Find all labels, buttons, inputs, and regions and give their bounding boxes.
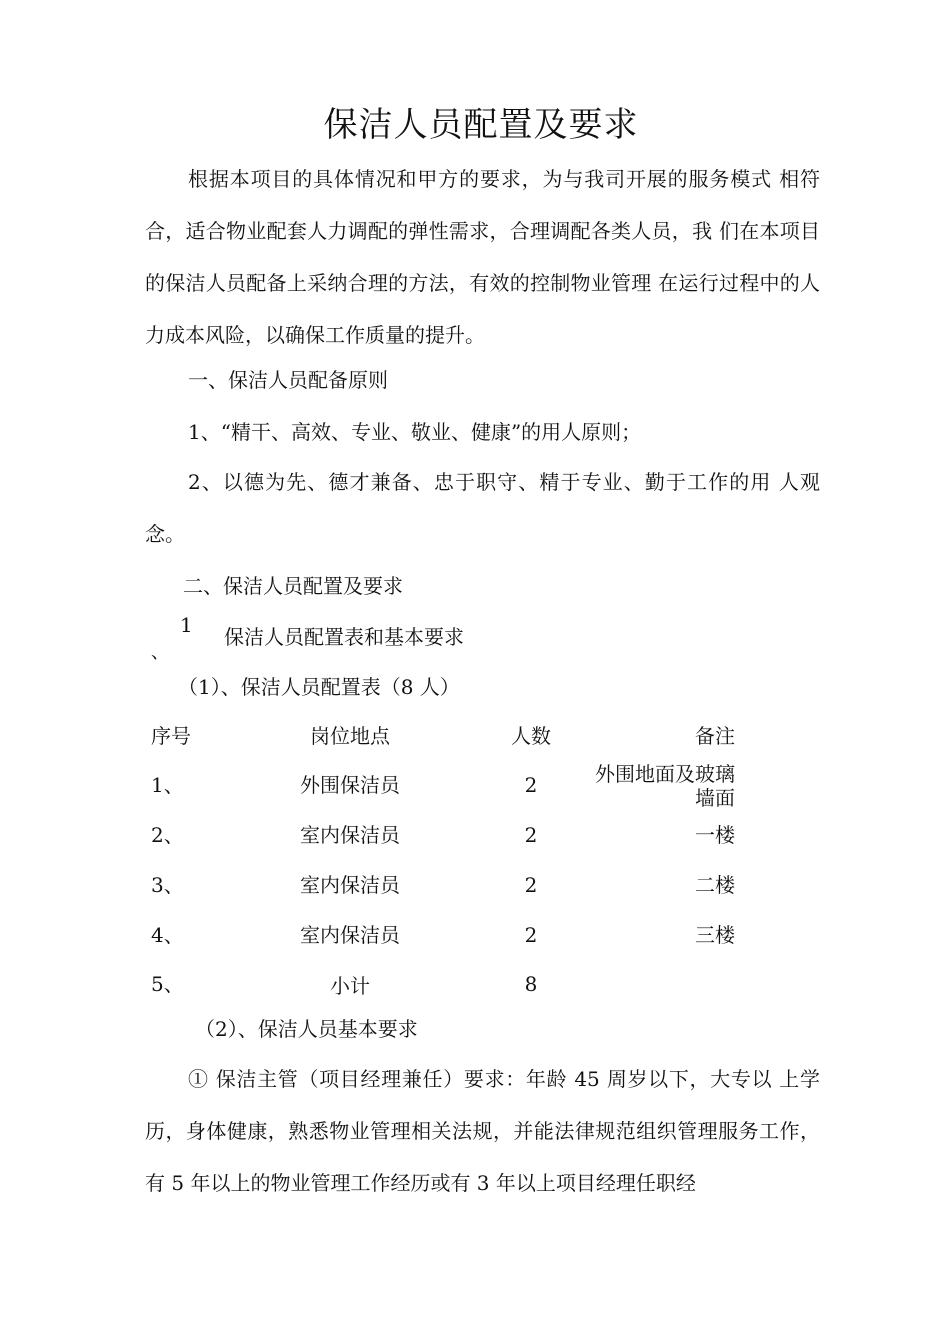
table-row-3-note: 二楼 bbox=[695, 873, 735, 897]
table-row-2-count: 2 bbox=[524, 823, 538, 847]
table-header-count: 人数 bbox=[511, 724, 551, 748]
table-header-post: 岗位地点 bbox=[310, 724, 390, 748]
requirements-caption: （2）、保洁人员基本要求 bbox=[195, 1017, 418, 1041]
table-row-4-note: 三楼 bbox=[695, 923, 735, 947]
table-row-2-post: 室内保洁员 bbox=[300, 823, 400, 847]
intro-paragraph: 根据本项目的具体情况和甲方的要求，为与我司开展的服务模式 相符合，适合物业配套人力调配的弹性需求，合理调配各类人员，我 们在本项目的保洁人员配备上采纳合理的方法，有效的控制物业管理 在运行过程中的人力成本风险，以确保工作质量的提升。 bbox=[145, 167, 820, 347]
subsection1-mark: 、 bbox=[151, 642, 169, 663]
table-header-index: 序号 bbox=[151, 724, 191, 748]
section1-heading: 一、保洁人员配备原则 bbox=[188, 368, 388, 392]
table-row-4-index: 4、 bbox=[151, 923, 184, 947]
table-row-4-post: 室内保洁员 bbox=[300, 923, 400, 947]
table-row-5-post: 小计 bbox=[330, 974, 370, 998]
table-header-note: 备注 bbox=[695, 724, 735, 748]
table-row-1-post: 外围保洁员 bbox=[300, 773, 400, 797]
table-row-5-count: 8 bbox=[524, 972, 538, 996]
table-row-3-post: 室内保洁员 bbox=[300, 873, 400, 897]
table-row-4-count: 2 bbox=[524, 923, 538, 947]
principle-item-2: 2、以德为先、德才兼备、忠于职守、精于专业、勤于工作的用 人观念。 bbox=[145, 470, 820, 546]
table-caption: （1）、保洁人员配置表（8 人） bbox=[178, 675, 460, 699]
table-row-1-note: 外围地面及玻璃墙面 bbox=[595, 762, 735, 810]
subsection1-title: 保洁人员配置表和基本要求 bbox=[224, 625, 464, 649]
table-row-2-note: 一楼 bbox=[695, 823, 735, 847]
table-row-2-index: 2、 bbox=[151, 823, 184, 847]
table-row-3-count: 2 bbox=[524, 873, 538, 897]
table-row-5-index: 5、 bbox=[151, 972, 184, 996]
requirement-paragraph-1: ① 保洁主管（项目经理兼任）要求：年龄 45 周岁以下，大专以 上学历，身体健康，熟悉物业管理相关法规，并能法律规范组织管理服务工作，有 5 年以上的物业管理工作经历或有 3 年以上项目经理任职经 bbox=[145, 1067, 820, 1195]
principle-item-1: 1、“精干、高效、专业、敬业、健康”的用人原则； bbox=[188, 420, 642, 444]
page-title: 保洁人员配置及要求 bbox=[323, 105, 639, 145]
subsection1-number: 1 bbox=[180, 613, 193, 637]
table-row-1-count: 2 bbox=[524, 773, 538, 797]
table-row-1-index: 1、 bbox=[151, 773, 184, 797]
table-row-3-index: 3、 bbox=[151, 873, 184, 897]
section2-heading: 二、保洁人员配置及要求 bbox=[183, 574, 403, 598]
